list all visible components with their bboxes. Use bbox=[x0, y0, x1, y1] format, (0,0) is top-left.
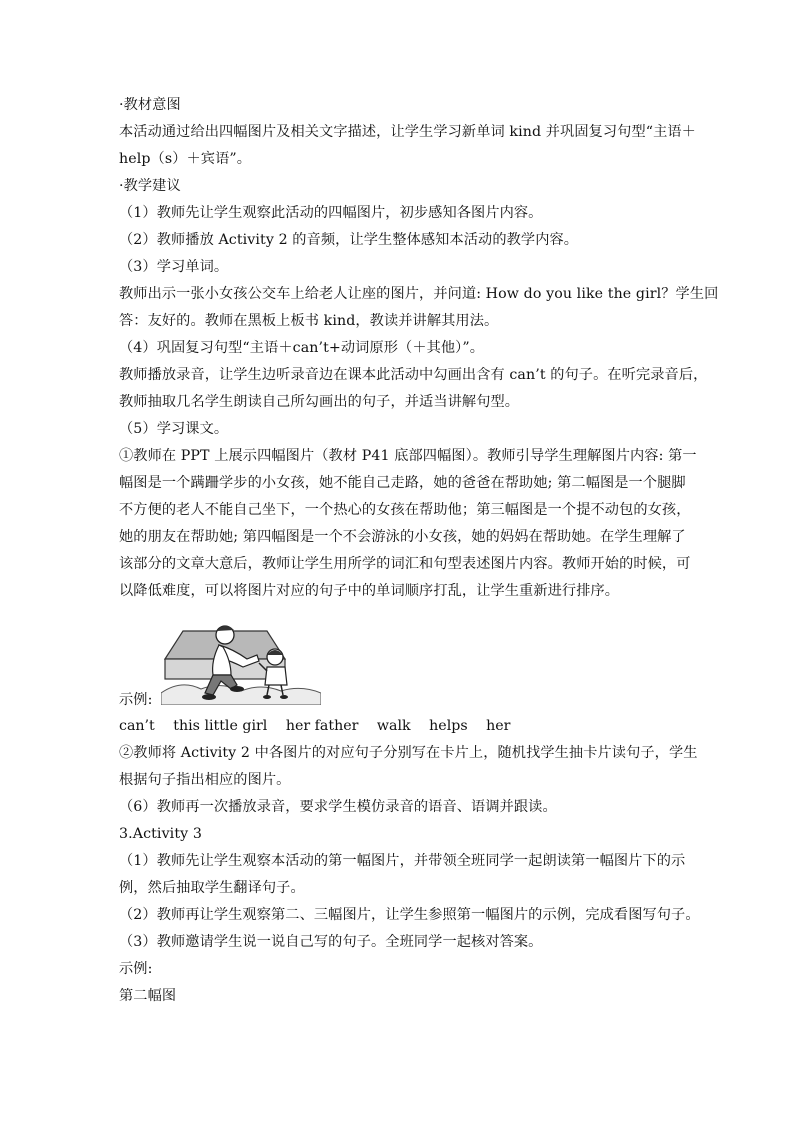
text-line: （6）教师再一次播放录音，要求学生模仿录音的语音、语调并跟读。 bbox=[119, 799, 557, 815]
text-line: 本活动通过给出四幅图片及相关文字描述，让学生学习新单词 kind 并巩固复习句型“主语＋ bbox=[119, 124, 696, 140]
text-line: 她的朋友在帮助她; 第四幅图是一个不会游泳的小女孩，她的妈妈在帮助她。在学生理解了 bbox=[119, 529, 686, 545]
text-line: 第二幅图 bbox=[119, 988, 177, 1004]
father-helping-girl-illustration bbox=[161, 615, 321, 705]
text-line: 教师播放录音，让学生边听录音边在课本此活动中勾画出含有 can’t 的句子。在听完录音后， bbox=[119, 367, 708, 383]
word-item: can’t bbox=[119, 718, 155, 734]
word-item: walk bbox=[376, 718, 411, 734]
text-line: （2）教师再让学生观察第二、三幅图片，让学生参照第一幅图片的示例，完成看图写句子。 bbox=[119, 907, 700, 923]
text-line: 教师出示一张小女孩公交车上给老人让座的图片，并问道: How do you like the girl？学生回 bbox=[119, 286, 719, 302]
word-bank bbox=[119, 716, 524, 736]
example-label: 示例: bbox=[119, 961, 153, 977]
text-line: ①教师在 PPT 上展示四幅图片（教材 P41 底部四幅图）。教师引导学生理解图片内容: 第一 bbox=[119, 448, 697, 464]
word-item: helps bbox=[429, 718, 468, 734]
text-line: 以降低难度，可以将图片对应的句子中的单词顺序打乱，让学生重新进行排序。 bbox=[119, 583, 620, 599]
text-line: （1）教师先让学生观察本活动的第一幅图片，并带领全班同学一起朗读第一幅图片下的示 bbox=[119, 853, 686, 869]
example-label: 示例: bbox=[119, 692, 153, 708]
text-line: 该部分的文章大意后，教师让学生用所学的词汇和句型表述图片内容。教师开始的时候，可 bbox=[119, 556, 691, 572]
text-line: （5）学习课文。 bbox=[119, 421, 229, 437]
section-heading-suggestion: ·教学建议 bbox=[119, 178, 181, 194]
text-line: 幅图是一个蹒跚学步的小女孩，她不能自己走路，她的爸爸在帮助她; 第二幅图是一个腿脚 bbox=[119, 475, 686, 491]
text-line: （3）教师邀请学生说一说自己写的句子。全班同学一起核对答案。 bbox=[119, 934, 543, 950]
text-line: ②教师将 Activity 2 中各图片的对应句子分别写在卡片上，随机找学生抽卡片读句子，学生 bbox=[119, 745, 698, 761]
text-line: （2）教师播放 Activity 2 的音频，让学生整体感知本活动的教学内容。 bbox=[119, 232, 579, 248]
word-item: her father bbox=[285, 718, 359, 734]
text-line: （1）教师先让学生观察此活动的四幅图片，初步感知各图片内容。 bbox=[119, 205, 543, 221]
text-line: （4）巩固复习句型“主语＋can’t+动词原形（＋其他）”。 bbox=[119, 340, 485, 356]
word-item: her bbox=[486, 718, 511, 734]
section-heading-activity3: 3.Activity 3 bbox=[119, 826, 202, 842]
text-line: 答：友好的。教师在黑板上板书 kind，教读并讲解其用法。 bbox=[119, 313, 499, 329]
section-heading-intent: ·教材意图 bbox=[119, 97, 181, 113]
word-item: this little girl bbox=[173, 718, 268, 734]
text-line: 根据句子指出相应的图片。 bbox=[119, 772, 291, 788]
text-line: （3）学习单词。 bbox=[119, 259, 229, 275]
text-line: 例，然后抽取学生翻译句子。 bbox=[119, 880, 305, 896]
text-line: 不方便的老人不能自己坐下，一个热心的女孩在帮助他；第三幅图是一个提不动包的女孩， bbox=[119, 502, 691, 518]
text-line: 教师抽取几名学生朗读自己所勾画出的句子，并适当讲解句型。 bbox=[119, 394, 520, 410]
text-line: help（s）＋宾语”。 bbox=[119, 151, 252, 167]
